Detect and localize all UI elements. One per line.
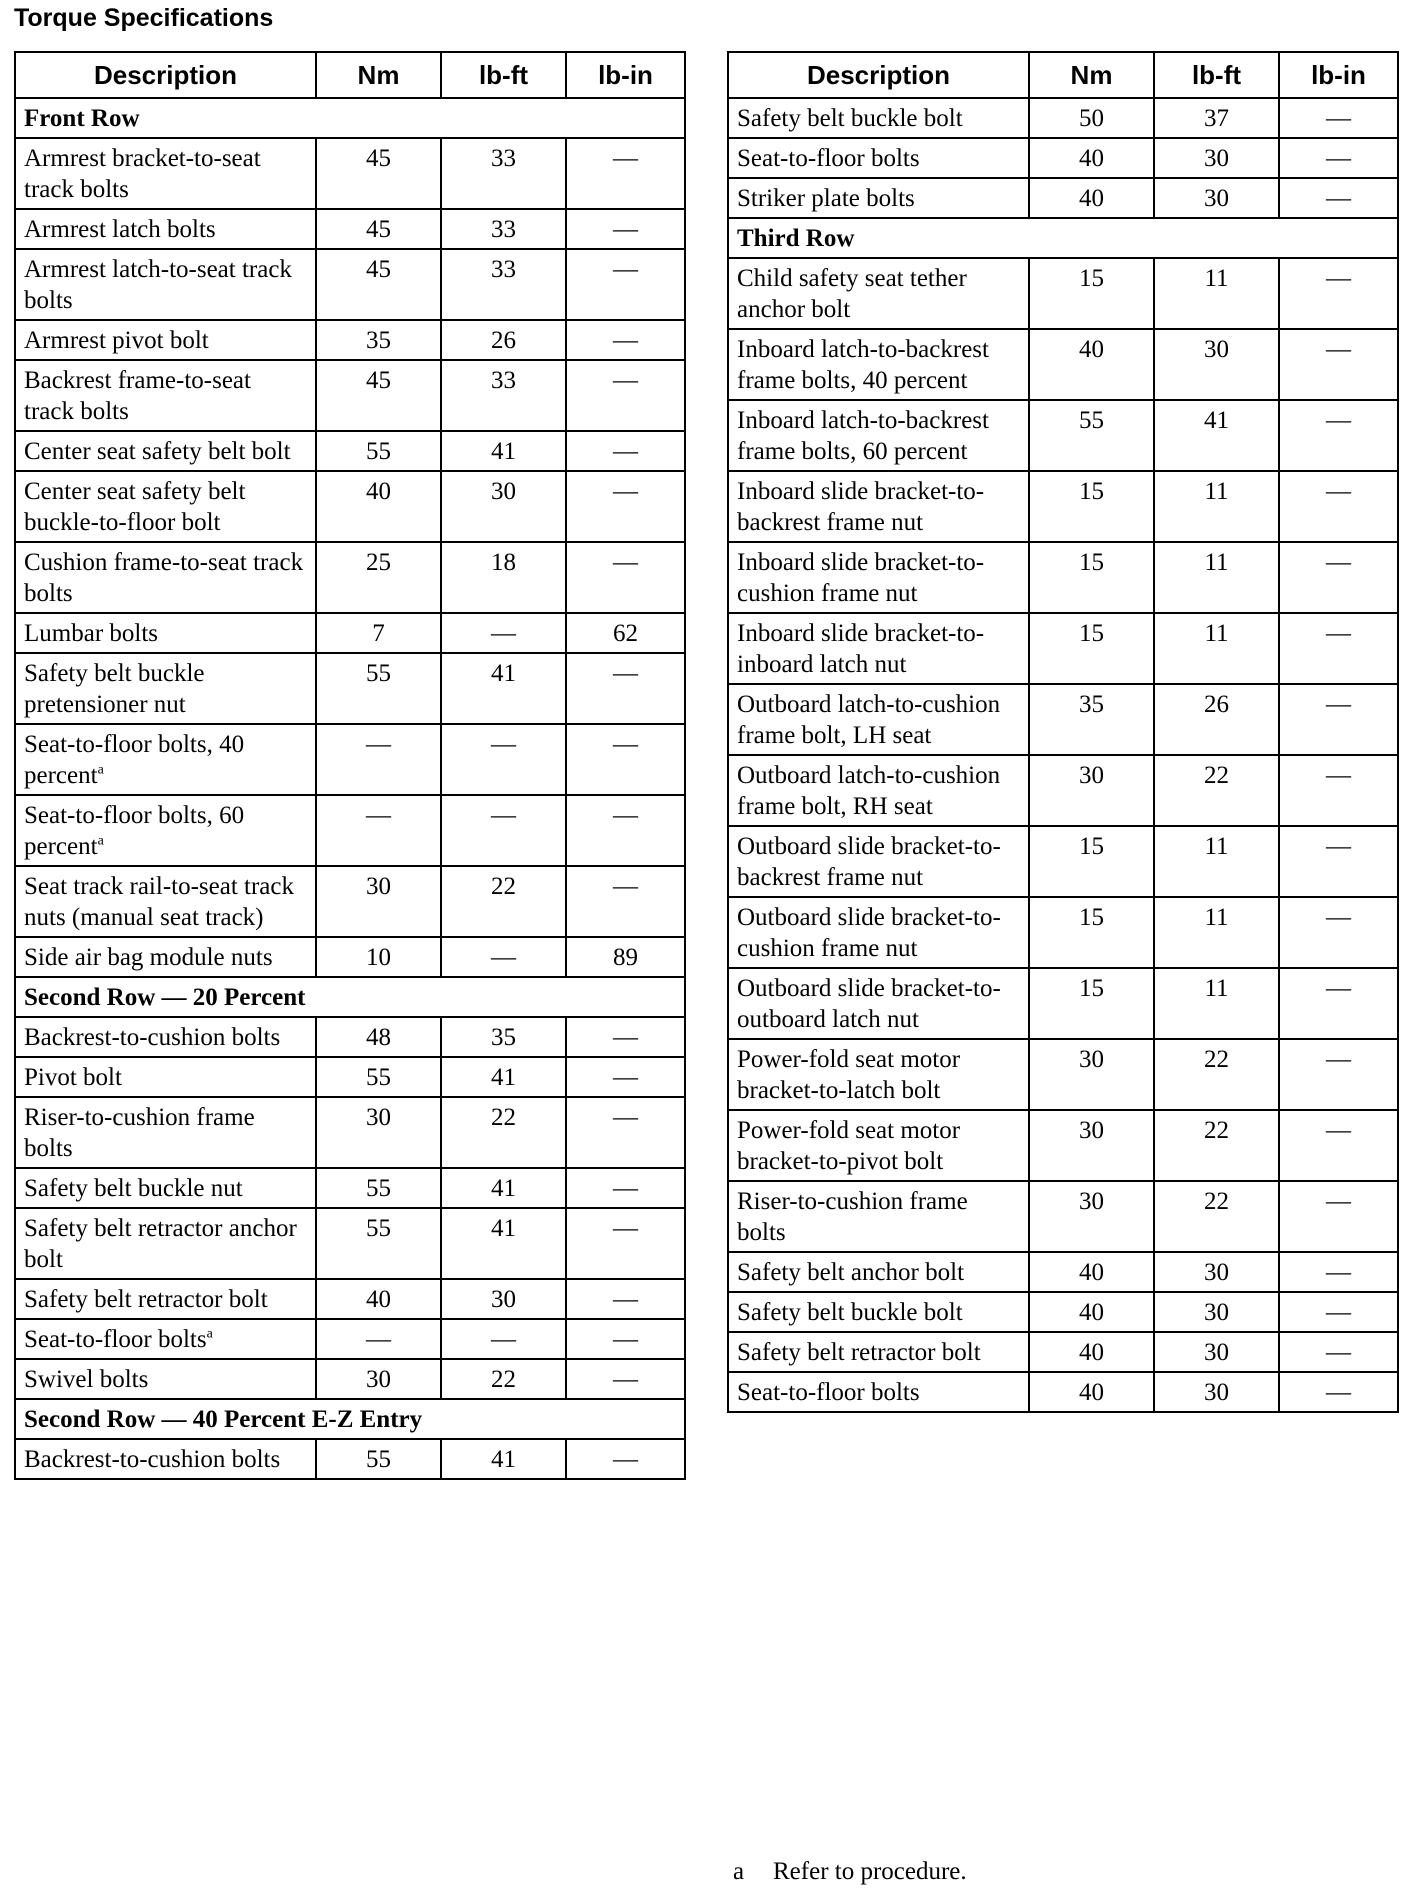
lbin-cell: — [566, 431, 685, 471]
description-text: Swivel bolts [24, 1366, 149, 1393]
table-row [728, 826, 1398, 897]
nm-cell: 55 [316, 431, 441, 471]
nm-cell: 50 [1029, 98, 1154, 138]
lbft-cell: 30 [1154, 1372, 1279, 1412]
description-text: Safety belt buckle nut [24, 1175, 243, 1202]
description-cell [15, 1057, 316, 1097]
nm-cell: 35 [1029, 684, 1154, 755]
description-cell [15, 249, 316, 320]
description-cell [15, 1279, 316, 1319]
lbft-cell: 22 [1154, 755, 1279, 826]
table-row [15, 1319, 685, 1359]
lbin-cell: — [1279, 1292, 1398, 1332]
description-cell [15, 1017, 316, 1057]
description-cell [15, 1359, 316, 1399]
column-header-nm: Nm [316, 52, 441, 98]
lbin-cell: — [566, 1319, 685, 1359]
table-row [728, 542, 1398, 613]
section-row [728, 218, 1398, 258]
nm-cell: 48 [316, 1017, 441, 1057]
description-text: Safety belt buckle bolt [737, 105, 963, 132]
table-row [15, 209, 685, 249]
nm-cell: — [316, 724, 441, 795]
table-row [15, 138, 685, 209]
table-header-row [15, 52, 685, 98]
lbin-cell: — [1279, 613, 1398, 684]
lbft-cell: 11 [1154, 471, 1279, 542]
table-row [15, 937, 685, 977]
nm-cell: 55 [1029, 400, 1154, 471]
table-row [15, 795, 685, 866]
table-row [15, 249, 685, 320]
lbin-cell: — [1279, 897, 1398, 968]
lbin-cell: — [1279, 1332, 1398, 1372]
description-cell [15, 613, 316, 653]
table-row [728, 755, 1398, 826]
description-text: Backrest-to-cushion bolts [24, 1446, 281, 1473]
lbft-cell: — [441, 1319, 566, 1359]
table-row [728, 1039, 1398, 1110]
table-row [728, 1332, 1398, 1372]
table-row [728, 178, 1398, 218]
description-cell [15, 471, 316, 542]
column-header-lbft: lb-ft [1154, 52, 1279, 98]
lbft-cell: — [441, 724, 566, 795]
description-text: Lumbar bolts [24, 620, 159, 647]
lbft-cell: 30 [1154, 1332, 1279, 1372]
description-cell [728, 258, 1029, 329]
lbin-cell: — [1279, 1252, 1398, 1292]
table-row [15, 1168, 685, 1208]
lbft-cell: — [441, 795, 566, 866]
nm-cell: 30 [1029, 1039, 1154, 1110]
description-cell [728, 968, 1029, 1039]
description-cell [15, 937, 316, 977]
lbft-cell: 22 [1154, 1181, 1279, 1252]
description-text: Center seat safety belt buckle-to-floor bolt [24, 478, 246, 536]
table-row [728, 1372, 1398, 1412]
description-cell [728, 400, 1029, 471]
description-text: Outboard latch-to-cushion frame bolt, RH seat [737, 762, 1001, 820]
nm-cell: 15 [1029, 471, 1154, 542]
nm-cell: 30 [316, 866, 441, 937]
lbft-cell: 41 [441, 1057, 566, 1097]
footnote [733, 1858, 967, 1886]
lbin-cell: — [566, 866, 685, 937]
nm-cell: 15 [1029, 968, 1154, 1039]
nm-cell: 55 [316, 653, 441, 724]
lbft-cell: 30 [441, 471, 566, 542]
description-text: Center seat safety belt bolt [24, 438, 291, 465]
table-row [15, 320, 685, 360]
nm-cell: 40 [1029, 1292, 1154, 1332]
footnote-reference: a [97, 762, 104, 778]
lbin-cell: — [566, 542, 685, 613]
table-row [15, 360, 685, 431]
lbft-cell: 22 [1154, 1039, 1279, 1110]
nm-cell: 10 [316, 937, 441, 977]
lbft-cell: 30 [1154, 1292, 1279, 1332]
lbft-cell: 33 [441, 209, 566, 249]
footnote-reference: a [206, 1326, 213, 1342]
description-cell [15, 653, 316, 724]
section-row [15, 977, 685, 1017]
lbft-cell: 33 [441, 360, 566, 431]
description-text: Inboard slide bracket-to-inboard latch nut [737, 620, 985, 678]
section-heading: Second Row — 40 Percent E-Z Entry [15, 1399, 685, 1439]
lbft-cell: 11 [1154, 613, 1279, 684]
description-text: Pivot bolt [24, 1064, 122, 1091]
lbin-cell: — [1279, 1110, 1398, 1181]
description-cell [728, 1332, 1029, 1372]
description-text: Outboard slide bracket-to-backrest frame nut [737, 833, 1001, 891]
description-text: Safety belt buckle bolt [737, 1299, 963, 1326]
nm-cell: 35 [316, 320, 441, 360]
nm-cell: 40 [1029, 329, 1154, 400]
description-text: Safety belt retractor bolt [24, 1286, 268, 1313]
lbft-cell: 11 [1154, 897, 1279, 968]
description-cell [15, 431, 316, 471]
table-row [728, 897, 1398, 968]
nm-cell: 55 [316, 1057, 441, 1097]
lbft-cell: 30 [1154, 329, 1279, 400]
lbft-cell: 30 [1154, 1252, 1279, 1292]
description-cell [728, 138, 1029, 178]
lbin-cell: — [1279, 400, 1398, 471]
nm-cell: 30 [316, 1097, 441, 1168]
column-header-lbin: lb-in [566, 52, 685, 98]
table-row [728, 1252, 1398, 1292]
table-row [15, 431, 685, 471]
table-row [728, 1110, 1398, 1181]
description-cell [728, 471, 1029, 542]
table-row [15, 1439, 685, 1479]
description-cell [728, 684, 1029, 755]
lbin-cell: — [1279, 1039, 1398, 1110]
lbin-cell: — [566, 724, 685, 795]
lbin-cell: — [566, 1097, 685, 1168]
description-text: Safety belt anchor bolt [737, 1259, 965, 1286]
lbft-cell: 22 [441, 1097, 566, 1168]
nm-cell: 55 [316, 1439, 441, 1479]
description-text: Cushion frame-to-seat track bolts [24, 549, 304, 607]
lbin-cell: — [566, 471, 685, 542]
column-header-lbin: lb-in [1279, 52, 1398, 98]
nm-cell: 15 [1029, 826, 1154, 897]
table-row [15, 1279, 685, 1319]
lbin-cell: — [566, 1017, 685, 1057]
lbft-cell: 41 [441, 1208, 566, 1279]
description-cell [15, 795, 316, 866]
description-cell [15, 209, 316, 249]
description-text: Riser-to-cushion frame bolts [737, 1188, 968, 1246]
lbin-cell: — [1279, 542, 1398, 613]
nm-cell: 40 [1029, 1372, 1154, 1412]
nm-cell: 15 [1029, 613, 1154, 684]
footnote-mark: a [733, 1858, 745, 1885]
description-cell [728, 1110, 1029, 1181]
lbin-cell: — [566, 320, 685, 360]
description-text: Seat-to-floor bolts, 60 percent [24, 802, 245, 860]
description-text: Power-fold seat motor bracket-to-pivot bolt [737, 1117, 961, 1175]
table-row [728, 1292, 1398, 1332]
lbft-cell: 11 [1154, 542, 1279, 613]
lbin-cell: — [1279, 684, 1398, 755]
lbin-cell: — [566, 1208, 685, 1279]
nm-cell: — [316, 1319, 441, 1359]
lbin-cell: — [1279, 329, 1398, 400]
table-row [728, 1181, 1398, 1252]
table-row [728, 613, 1398, 684]
table-row [728, 98, 1398, 138]
description-cell [15, 360, 316, 431]
lbft-cell: 30 [1154, 178, 1279, 218]
nm-cell: 30 [1029, 755, 1154, 826]
lbft-cell: 26 [441, 320, 566, 360]
description-text: Armrest pivot bolt [24, 327, 209, 354]
table-row [15, 471, 685, 542]
nm-cell: 25 [316, 542, 441, 613]
table-row [15, 1057, 685, 1097]
lbft-cell: 35 [441, 1017, 566, 1057]
torque-table-right [727, 51, 1399, 1413]
description-cell [728, 755, 1029, 826]
section-row [15, 1399, 685, 1439]
lbin-cell: — [566, 795, 685, 866]
lbin-cell: — [1279, 968, 1398, 1039]
description-text: Inboard slide bracket-to-cushion frame nut [737, 549, 985, 607]
column-header-description: Description [15, 52, 316, 98]
description-cell [728, 897, 1029, 968]
description-text: Outboard slide bracket-to-cushion frame nut [737, 904, 1001, 962]
nm-cell: 40 [1029, 1332, 1154, 1372]
nm-cell: 30 [1029, 1110, 1154, 1181]
nm-cell: 15 [1029, 897, 1154, 968]
description-text: Inboard slide bracket-to-backrest frame nut [737, 478, 985, 536]
description-text: Safety belt buckle pretensioner nut [24, 660, 205, 718]
lbft-cell: — [441, 937, 566, 977]
lbin-cell: — [1279, 178, 1398, 218]
lbft-cell: 41 [441, 431, 566, 471]
description-cell [728, 1252, 1029, 1292]
nm-cell: 45 [316, 249, 441, 320]
description-text: Seat-to-floor bolts [737, 145, 920, 172]
description-text: Inboard latch-to-backrest frame bolts, 40 percent [737, 336, 989, 394]
description-text: Backrest-to-cushion bolts [24, 1024, 281, 1051]
nm-cell: 40 [316, 1279, 441, 1319]
lbin-cell: — [1279, 98, 1398, 138]
lbft-cell: 33 [441, 138, 566, 209]
table-row [15, 653, 685, 724]
description-text: Seat-to-floor bolts, 40 percent [24, 731, 245, 789]
lbin-cell: — [566, 360, 685, 431]
lbft-cell: 11 [1154, 826, 1279, 897]
lbft-cell: 33 [441, 249, 566, 320]
table-row [15, 1359, 685, 1399]
lbin-cell: 89 [566, 937, 685, 977]
lbin-cell: — [1279, 258, 1398, 329]
lbin-cell: — [566, 209, 685, 249]
table-row [15, 866, 685, 937]
description-text: Armrest latch-to-seat track bolts [24, 256, 292, 314]
table-row [728, 471, 1398, 542]
description-cell [15, 320, 316, 360]
description-cell [728, 98, 1029, 138]
section-heading: Third Row [728, 218, 1398, 258]
nm-cell: 40 [316, 471, 441, 542]
table-row [728, 329, 1398, 400]
lbft-cell: 41 [441, 1439, 566, 1479]
section-heading: Front Row [15, 98, 685, 138]
description-text: Inboard latch-to-backrest frame bolts, 60 percent [737, 407, 989, 465]
table-row [728, 968, 1398, 1039]
nm-cell: 55 [316, 1208, 441, 1279]
nm-cell: — [316, 795, 441, 866]
page-title: Torque Specifications [14, 4, 274, 32]
description-cell [15, 542, 316, 613]
lbin-cell: — [566, 249, 685, 320]
column-header-description: Description [728, 52, 1029, 98]
description-text: Seat-to-floor bolts [24, 1326, 207, 1353]
description-text: Outboard latch-to-cushion frame bolt, LH seat [737, 691, 1001, 749]
column-header-nm: Nm [1029, 52, 1154, 98]
lbft-cell: 30 [441, 1279, 566, 1319]
lbin-cell: — [566, 653, 685, 724]
nm-cell: 15 [1029, 258, 1154, 329]
nm-cell: 40 [1029, 138, 1154, 178]
torque-table-left [14, 51, 686, 1480]
description-cell [15, 724, 316, 795]
description-text: Backrest frame-to-seat track bolts [24, 367, 251, 425]
table-row [728, 258, 1398, 329]
table-row [15, 1208, 685, 1279]
table-header-row [728, 52, 1398, 98]
description-text: Seat track rail-to-seat track nuts (manual seat track) [24, 873, 294, 931]
table-row [728, 138, 1398, 178]
description-text: Side air bag module nuts [24, 944, 273, 971]
table-row [15, 1017, 685, 1057]
nm-cell: 40 [1029, 178, 1154, 218]
lbin-cell: — [566, 1279, 685, 1319]
nm-cell: 40 [1029, 1252, 1154, 1292]
nm-cell: 45 [316, 209, 441, 249]
description-cell [15, 866, 316, 937]
description-cell [15, 1439, 316, 1479]
nm-cell: 30 [316, 1359, 441, 1399]
description-cell [15, 1097, 316, 1168]
description-text: Armrest latch bolts [24, 216, 216, 243]
footnote-reference: a [97, 833, 104, 849]
lbin-cell: — [1279, 1372, 1398, 1412]
nm-cell: 45 [316, 138, 441, 209]
nm-cell: 30 [1029, 1181, 1154, 1252]
lbft-cell: 22 [1154, 1110, 1279, 1181]
nm-cell: 55 [316, 1168, 441, 1208]
table-row [15, 542, 685, 613]
description-cell [728, 178, 1029, 218]
lbin-cell: — [566, 1057, 685, 1097]
description-cell [728, 329, 1029, 400]
table-row [728, 684, 1398, 755]
description-cell [15, 1319, 316, 1359]
nm-cell: 45 [316, 360, 441, 431]
lbin-cell: — [1279, 826, 1398, 897]
table-row [728, 400, 1398, 471]
description-cell [728, 826, 1029, 897]
lbft-cell: 22 [441, 1359, 566, 1399]
table-row [15, 724, 685, 795]
lbin-cell: — [1279, 755, 1398, 826]
section-row [15, 98, 685, 138]
section-heading: Second Row — 20 Percent [15, 977, 685, 1017]
lbft-cell: 41 [441, 653, 566, 724]
lbin-cell: — [1279, 471, 1398, 542]
lbin-cell: — [566, 1439, 685, 1479]
description-text: Armrest bracket-to-seat track bolts [24, 145, 261, 203]
description-text: Safety belt retractor bolt [737, 1339, 981, 1366]
lbft-cell: 41 [1154, 400, 1279, 471]
lbft-cell: — [441, 613, 566, 653]
table-row [15, 1097, 685, 1168]
description-text: Striker plate bolts [737, 185, 915, 212]
description-text: Riser-to-cushion frame bolts [24, 1104, 255, 1162]
lbin-cell: — [566, 138, 685, 209]
nm-cell: 15 [1029, 542, 1154, 613]
description-cell [15, 1208, 316, 1279]
description-cell [728, 613, 1029, 684]
description-cell [15, 1168, 316, 1208]
lbft-cell: 18 [441, 542, 566, 613]
lbin-cell: — [1279, 1181, 1398, 1252]
lbft-cell: 11 [1154, 258, 1279, 329]
lbin-cell: 62 [566, 613, 685, 653]
description-cell [728, 1039, 1029, 1110]
lbft-cell: 30 [1154, 138, 1279, 178]
description-cell [728, 1372, 1029, 1412]
table-row [15, 613, 685, 653]
lbft-cell: 37 [1154, 98, 1279, 138]
description-text: Child safety seat tether anchor bolt [737, 265, 967, 323]
description-cell [15, 138, 316, 209]
lbft-cell: 11 [1154, 968, 1279, 1039]
description-text: Power-fold seat motor bracket-to-latch bolt [737, 1046, 961, 1104]
column-header-lbft: lb-ft [441, 52, 566, 98]
lbft-cell: 26 [1154, 684, 1279, 755]
description-text: Seat-to-floor bolts [737, 1379, 920, 1406]
lbft-cell: 22 [441, 866, 566, 937]
description-text: Safety belt retractor anchor bolt [24, 1215, 297, 1273]
footnote-text: Refer to procedure. [773, 1858, 967, 1885]
nm-cell: 7 [316, 613, 441, 653]
description-cell [728, 542, 1029, 613]
description-cell [728, 1292, 1029, 1332]
description-cell [728, 1181, 1029, 1252]
description-text: Outboard slide bracket-to-outboard latch nut [737, 975, 1001, 1033]
lbin-cell: — [1279, 138, 1398, 178]
lbft-cell: 41 [441, 1168, 566, 1208]
lbin-cell: — [566, 1359, 685, 1399]
lbin-cell: — [566, 1168, 685, 1208]
